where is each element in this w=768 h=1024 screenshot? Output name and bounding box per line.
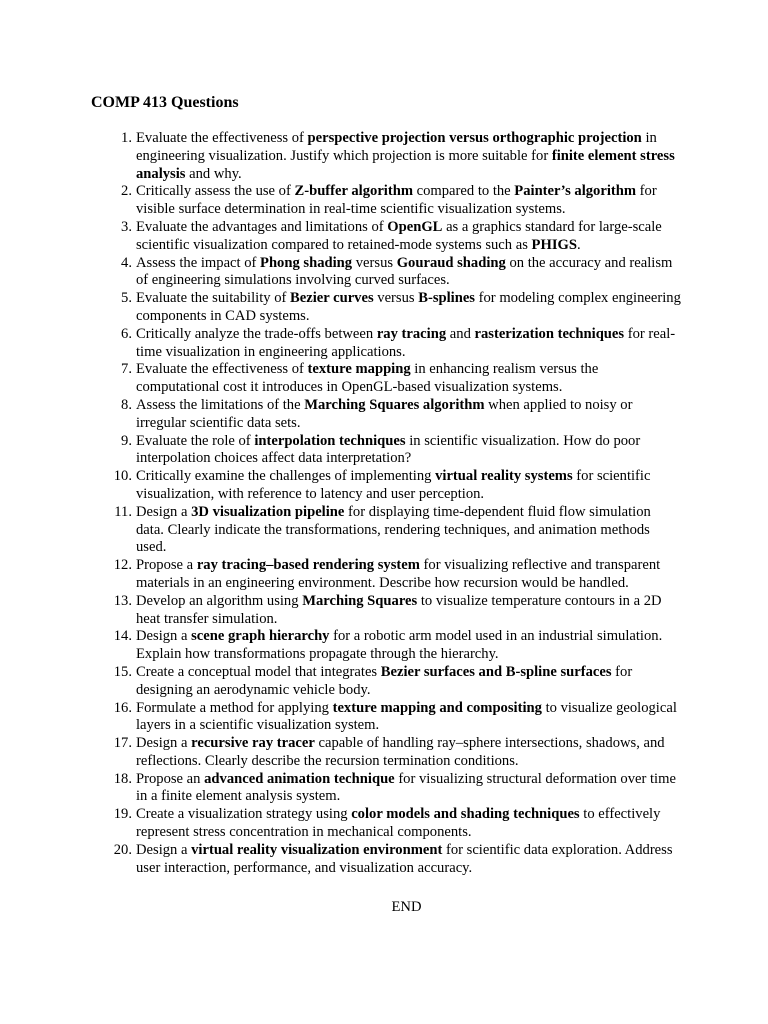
question-item	[0, 433, 681, 469]
question-text	[136, 842, 673, 876]
question-text-segment: Critically assess the use of	[136, 183, 295, 200]
question-key-term: virtual reality systems	[435, 468, 573, 485]
question-item	[0, 700, 681, 736]
question-text-segment: for scientific visualization, with reference to latency and user perception.	[136, 468, 651, 502]
question-text-segment: for visualizing reflective and transparent materials in an engineering environment. Describe how recursion would be handled.	[136, 557, 661, 591]
question-text-segment: Propose a	[136, 557, 197, 574]
question-number: 1.	[121, 130, 132, 146]
question-text	[136, 219, 662, 253]
question-number: 19.	[113, 806, 132, 823]
question-text-segment: Design a	[136, 503, 192, 520]
end-marker: END	[391, 899, 422, 915]
question-key-term: PHIGS	[531, 236, 577, 253]
question-text-segment: capable of handling ray–sphere intersections, shadows, and reflections. Clearly describe the recursion termination conditions.	[136, 735, 665, 769]
question-number: 2.	[121, 183, 132, 200]
question-text-segment: to visualize temperature contours in a 2D heat transfer simulation.	[136, 592, 662, 627]
question-number: 7.	[121, 361, 132, 378]
question-key-term: virtual reality visualization environment	[191, 841, 443, 858]
question-key-term: B-splines	[418, 290, 475, 307]
question-key-term: Marching Squares	[302, 592, 418, 609]
question-key-term: texture mapping	[307, 361, 411, 378]
question-key-term: ray tracing	[376, 325, 447, 342]
question-text-segment: Design a	[136, 841, 192, 858]
question-text-segment: compared to the	[412, 183, 515, 200]
question-text-segment: Design a	[136, 628, 192, 645]
question-text	[136, 255, 672, 289]
question-text	[136, 290, 681, 324]
question-item	[0, 255, 681, 291]
question-text-segment: for visualizing structural deformation over time in a finite element analysis system.	[136, 770, 676, 805]
question-text	[136, 326, 675, 360]
question-number: 16.	[113, 699, 132, 716]
question-item	[0, 806, 681, 842]
question-text-segment: versus	[373, 290, 419, 307]
question-text-segment: for real-time visualization in engineering applications.	[136, 325, 676, 360]
question-text-segment: for displaying time-dependent fluid flow simulation data. Clearly indicate the transformations, rendering techniques, and animation methods used.	[136, 503, 651, 556]
question-text-segment: Create a visualization strategy using	[136, 806, 352, 823]
question-item	[0, 842, 681, 878]
question-key-term: advanced animation technique	[204, 770, 395, 787]
question-key-term: Bezier surfaces and B-spline surfaces	[380, 663, 612, 680]
question-item	[0, 664, 681, 700]
question-text-segment: in scientific visualization. How do poor interpolation choices affect data interpretation?	[136, 432, 641, 467]
question-text-segment: Propose an	[136, 770, 205, 787]
question-text-segment: versus	[352, 254, 397, 271]
question-text	[136, 735, 665, 769]
question-text	[136, 806, 660, 840]
question-number: 3.	[121, 218, 132, 235]
question-text	[136, 433, 640, 467]
question-number: 9.	[121, 432, 132, 449]
question-text-segment: Evaluate the effectiveness of	[136, 361, 308, 378]
question-number: 12.	[113, 557, 132, 574]
question-key-term: perspective projection versus orthographic projection	[307, 130, 642, 146]
question-key-term: 3D visualization pipeline	[191, 503, 345, 520]
question-item	[0, 219, 681, 255]
question-item	[0, 361, 681, 397]
question-item	[0, 593, 681, 629]
question-number: 11.	[114, 503, 132, 520]
question-text-segment: for visible surface determination in real-time scientific visualization systems.	[136, 183, 657, 218]
question-text-segment: for scientific data exploration. Address user interaction, performance, and visualization accuracy.	[136, 841, 673, 876]
document-title: COMP 413 Questions	[91, 94, 239, 111]
question-item	[0, 557, 681, 593]
question-text-segment: in engineering visualization. Justify which projection is more suitable for	[136, 130, 657, 164]
question-text-segment: and	[446, 325, 475, 342]
question-key-term: scene graph hierarchy	[191, 628, 330, 645]
question-text	[136, 504, 651, 556]
question-text-segment: Evaluate the advantages and limitations of	[136, 218, 388, 235]
question-number: 5.	[121, 290, 132, 307]
question-text	[136, 771, 676, 805]
question-item	[0, 735, 681, 771]
question-text	[136, 130, 675, 182]
question-key-term: Z-buffer algorithm	[294, 183, 413, 200]
question-number: 8.	[121, 396, 132, 413]
question-text	[136, 557, 660, 591]
question-item	[0, 397, 681, 433]
question-number: 10.	[113, 468, 132, 485]
question-key-term: Phong shading	[260, 254, 353, 271]
question-key-term: ray tracing–based rendering system	[196, 557, 420, 574]
question-key-term: Painter’s algorithm	[514, 183, 637, 200]
question-text	[136, 397, 632, 431]
question-text-segment: in enhancing realism versus the computational cost it introduces in OpenGL-based visualization systems.	[136, 361, 599, 396]
question-text-segment: for designing an aerodynamic vehicle body.	[136, 663, 633, 698]
question-text-segment: to visualize geological layers in a scientific visualization system.	[136, 699, 677, 734]
question-text	[136, 664, 632, 698]
question-item	[0, 468, 681, 504]
question-text-segment: .	[576, 236, 581, 253]
question-item	[0, 290, 681, 326]
question-text-segment: Evaluate the effectiveness of	[136, 130, 308, 146]
question-text-segment: and why.	[185, 165, 242, 182]
question-text-segment: Develop an algorithm using	[136, 592, 303, 609]
question-text-segment: Critically examine the challenges of implementing	[136, 468, 436, 485]
question-text	[136, 700, 677, 734]
question-number: 18.	[113, 770, 132, 787]
question-key-term: Bezier curves	[290, 290, 374, 307]
question-text	[136, 468, 650, 502]
question-text-segment: to effectively represent stress concentration in mechanical components.	[136, 806, 661, 841]
question-item	[0, 771, 681, 807]
question-key-term: texture mapping and compositing	[332, 699, 542, 716]
question-text-segment: Evaluate the suitability of	[136, 290, 291, 307]
question-key-term: interpolation techniques	[254, 432, 406, 449]
question-key-term: rasterization techniques	[474, 325, 625, 342]
question-key-term: Gouraud shading	[396, 254, 506, 271]
question-number: 4.	[121, 254, 132, 271]
question-key-term: finite element stress analysis	[136, 147, 675, 182]
question-text-segment: for modeling complex engineering components in CAD systems.	[136, 290, 681, 324]
question-number: 14.	[113, 628, 132, 645]
question-text-segment: for a robotic arm model used in an industrial simulation. Explain how transformations propagate through the hierarchy.	[136, 628, 663, 663]
question-text-segment: Critically analyze the trade-offs between	[136, 325, 377, 342]
question-item	[0, 130, 681, 183]
question-text	[136, 593, 662, 627]
question-item	[0, 326, 681, 362]
question-number: 17.	[113, 735, 132, 752]
question-number: 20.	[113, 841, 132, 858]
question-text-segment: as a graphics standard for large-scale scientific visualization compared to retained-mode systems such as	[136, 218, 662, 253]
question-text-segment: Assess the limitations of the	[136, 396, 305, 413]
question-text-segment: Formulate a method for applying	[136, 699, 333, 716]
question-key-term: color models and shading techniques	[351, 806, 580, 823]
question-text	[136, 183, 657, 217]
question-item	[0, 183, 681, 219]
question-text-segment: Assess the impact of	[136, 254, 261, 271]
question-item	[0, 628, 681, 664]
question-text-segment: Design a	[136, 735, 192, 752]
question-key-term: Marching Squares algorithm	[304, 396, 485, 413]
question-text	[136, 628, 662, 662]
question-text-segment: when applied to noisy or irregular scientific data sets.	[136, 396, 633, 431]
question-text	[136, 361, 598, 395]
question-number: 6.	[121, 325, 132, 342]
question-key-term: recursive ray tracer	[191, 735, 315, 752]
question-item	[0, 504, 681, 557]
question-list	[0, 130, 768, 877]
question-text-segment: Create a conceptual model that integrates	[136, 663, 381, 680]
question-key-term: OpenGL	[387, 218, 443, 235]
question-text-segment: Evaluate the role of	[136, 432, 255, 449]
question-number: 15.	[113, 663, 132, 680]
question-number: 13.	[113, 592, 132, 609]
question-text-segment: on the accuracy and realism of engineering simulations involving curved surfaces.	[136, 254, 673, 289]
